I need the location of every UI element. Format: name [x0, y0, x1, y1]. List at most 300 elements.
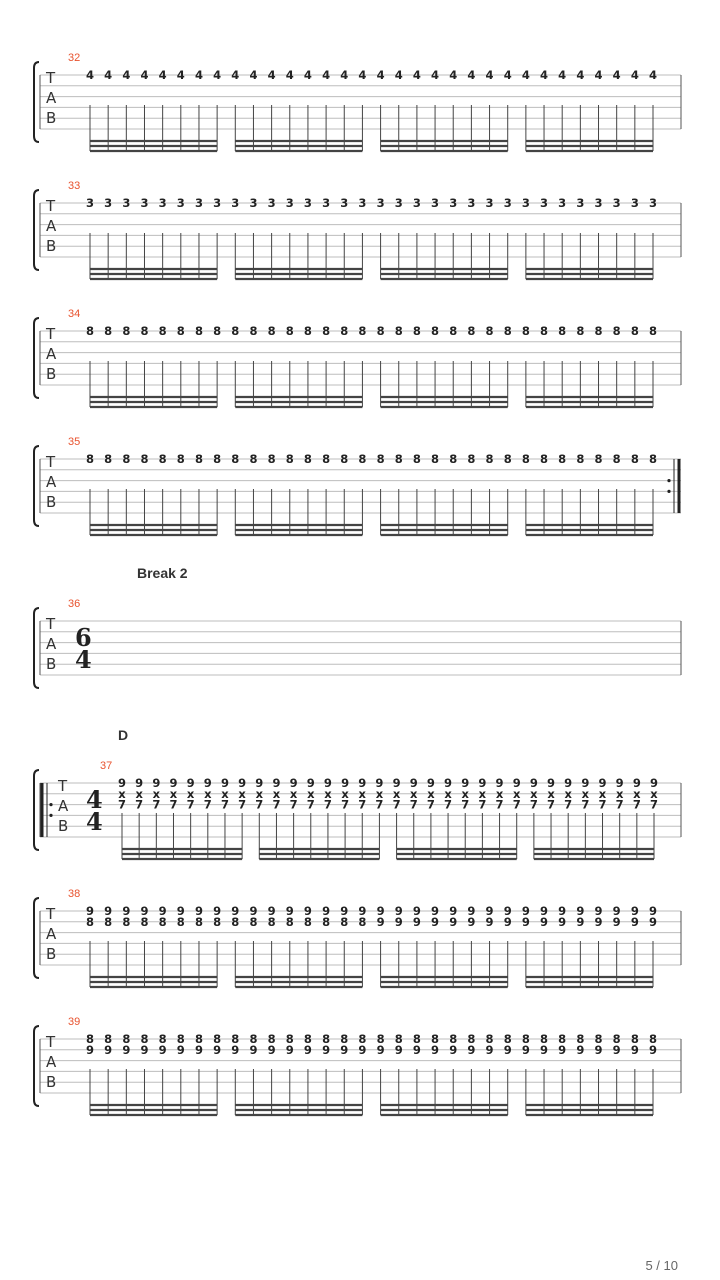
fret-number: 8: [176, 452, 185, 466]
fret-number: 7: [444, 797, 453, 812]
fret-number: 3: [394, 196, 403, 210]
fret-number: 8: [540, 1032, 549, 1046]
fret-number: 8: [267, 1032, 276, 1046]
fret-number: 3: [630, 196, 639, 210]
repeat-dot: [49, 814, 52, 817]
fret-number: 8: [521, 324, 530, 338]
fret-number: 8: [376, 324, 385, 338]
fret-number: 9: [341, 776, 350, 790]
fret-number: 9: [576, 914, 585, 929]
fret-number: 9: [394, 914, 403, 929]
fret-number: 3: [503, 196, 512, 210]
fret-number: 8: [303, 1032, 312, 1046]
fret-number: 9: [323, 776, 332, 790]
fret-number: x: [650, 786, 658, 801]
fret-number: x: [547, 786, 555, 801]
fret-number: 9: [594, 1042, 603, 1057]
time-signature-top: 6: [75, 623, 92, 652]
fret-number: x: [152, 786, 161, 801]
fret-number: 8: [194, 452, 203, 466]
fret-number: 9: [220, 776, 229, 790]
tab-clef-letter: T: [46, 615, 56, 633]
measure-number: 39: [68, 1016, 81, 1028]
fret-number: 8: [140, 914, 149, 929]
fret-number: 8: [540, 452, 549, 466]
fret-number: 8: [249, 914, 258, 929]
measure-number: 34: [68, 308, 81, 320]
fret-number: 9: [558, 904, 567, 918]
fret-number: 7: [220, 797, 229, 812]
fret-number: x: [341, 786, 349, 801]
tab-clef-letter: A: [46, 1053, 57, 1071]
tab-clef-letter: T: [46, 69, 56, 87]
fret-number: 9: [169, 776, 178, 790]
fret-number: 8: [267, 452, 276, 466]
tab-clef-letter: B: [46, 365, 57, 383]
fret-number: 8: [431, 452, 440, 466]
time-signature-bottom: 4: [86, 807, 103, 836]
fret-number: 4: [285, 68, 294, 82]
fret-number: 8: [412, 452, 421, 466]
fret-number: 8: [285, 324, 294, 338]
fret-number: 4: [104, 68, 113, 82]
fret-number: 9: [467, 914, 476, 929]
fret-number: 7: [581, 797, 590, 812]
fret-number: 9: [376, 914, 385, 929]
fret-number: 8: [358, 914, 367, 929]
fret-number: 9: [485, 914, 494, 929]
fret-number: 8: [194, 914, 203, 929]
fret-number: x: [358, 786, 366, 801]
fret-number: 9: [581, 776, 590, 790]
fret-number: 4: [158, 68, 167, 82]
fret-number: 8: [85, 452, 95, 466]
fret-number: 9: [285, 904, 294, 918]
fret-number: 8: [558, 324, 567, 338]
fret-number: 9: [521, 1042, 530, 1057]
fret-number: x: [186, 786, 195, 801]
fret-number: 9: [203, 776, 212, 790]
fret-number: 9: [412, 914, 421, 929]
fret-number: 9: [529, 776, 538, 790]
fret-number: 9: [340, 904, 349, 918]
fret-number: 9: [358, 1042, 367, 1057]
fret-number: 7: [341, 797, 350, 812]
fret-number: 8: [249, 324, 258, 338]
tab-clef-letter: B: [46, 655, 57, 673]
fret-number: 9: [576, 904, 585, 918]
fret-number: 8: [303, 914, 312, 929]
fret-number: x: [392, 786, 401, 801]
fret-number: 8: [85, 324, 95, 338]
fret-number: 8: [231, 452, 240, 466]
tab-clef-letter: B: [46, 493, 57, 511]
fret-number: 3: [521, 196, 530, 210]
fret-number: x: [615, 786, 624, 801]
fret-number: 9: [85, 904, 95, 918]
fret-number: x: [598, 786, 607, 801]
section-label: D: [118, 727, 129, 743]
fret-number: 9: [612, 914, 621, 929]
fret-number: 9: [558, 914, 567, 929]
system-bracket: [34, 1026, 39, 1106]
fret-number: 9: [431, 914, 440, 929]
fret-number: 4: [594, 68, 603, 82]
fret-number: 8: [322, 452, 331, 466]
fret-number: 9: [186, 776, 195, 790]
system-bracket: [34, 62, 39, 142]
fret-number: 8: [576, 452, 585, 466]
fret-number: 8: [340, 1032, 349, 1046]
fret-number: 9: [122, 904, 131, 918]
fret-number: 8: [594, 324, 603, 338]
fret-number: 9: [122, 1042, 131, 1057]
fret-number: 9: [648, 904, 658, 918]
fret-number: x: [118, 786, 126, 801]
fret-number: x: [633, 786, 641, 801]
fret-number: 7: [461, 797, 470, 812]
tab-clef-letter: A: [46, 925, 57, 943]
fret-number: 4: [140, 68, 149, 82]
fret-number: 9: [213, 904, 222, 918]
fret-number: 9: [485, 1042, 494, 1057]
fret-number: 8: [340, 452, 349, 466]
fret-number: 9: [158, 1042, 167, 1057]
fret-number: 4: [358, 68, 367, 82]
fret-number: 3: [158, 196, 167, 210]
fret-number: 7: [547, 797, 556, 812]
fret-number: 9: [594, 914, 603, 929]
fret-number: 3: [612, 196, 621, 210]
fret-number: x: [204, 786, 212, 801]
fret-number: 8: [213, 452, 222, 466]
fret-number: 9: [376, 1042, 385, 1057]
fret-number: 4: [340, 68, 349, 82]
fret-number: x: [135, 786, 143, 801]
fret-number: 9: [238, 776, 247, 790]
fret-number: 8: [594, 452, 603, 466]
fret-number: 4: [431, 68, 440, 82]
fret-number: 3: [85, 196, 95, 210]
fret-number: 9: [630, 904, 639, 918]
fret-number: 3: [449, 196, 458, 210]
fret-number: 3: [267, 196, 276, 210]
fret-number: 8: [612, 1032, 621, 1046]
fret-number: x: [478, 786, 487, 801]
fret-number: 8: [449, 452, 458, 466]
tab-clef-letter: B: [46, 945, 57, 963]
fret-number: 9: [267, 1042, 276, 1057]
fret-number: 9: [392, 776, 401, 790]
fret-number: x: [427, 786, 435, 801]
page-number: 5 / 10: [645, 1258, 678, 1273]
fret-number: 4: [122, 68, 131, 82]
fret-number: 9: [540, 1042, 549, 1057]
fret-number: 9: [467, 904, 476, 918]
fret-number: 9: [649, 776, 659, 790]
fret-number: 4: [467, 68, 476, 82]
fret-number: 3: [340, 196, 349, 210]
fret-number: 8: [322, 324, 331, 338]
fret-number: 9: [140, 904, 149, 918]
system-bracket: [34, 318, 39, 398]
fret-number: 7: [117, 797, 127, 812]
fret-number: 8: [412, 1032, 421, 1046]
fret-number: x: [255, 786, 264, 801]
fret-number: 7: [272, 797, 281, 812]
fret-number: 7: [426, 797, 435, 812]
fret-number: 9: [140, 1042, 149, 1057]
fret-number: 8: [576, 324, 585, 338]
fret-number: x: [444, 786, 452, 801]
fret-number: x: [272, 786, 281, 801]
fret-number: 8: [194, 324, 203, 338]
fret-number: 9: [85, 1042, 95, 1057]
fret-number: 7: [323, 797, 332, 812]
repeat-dot: [667, 479, 670, 482]
fret-number: 8: [213, 1032, 222, 1046]
fret-number: 8: [158, 1032, 167, 1046]
fret-number: 8: [558, 1032, 567, 1046]
fret-number: 8: [267, 914, 276, 929]
fret-number: 7: [409, 797, 418, 812]
fret-number: 8: [521, 452, 530, 466]
system-bracket: [34, 770, 39, 850]
system-bracket: [34, 190, 39, 270]
fret-number: 3: [376, 196, 385, 210]
fret-number: 9: [267, 904, 276, 918]
fret-number: x: [307, 786, 315, 801]
fret-number: 7: [529, 797, 538, 812]
fret-number: x: [564, 786, 572, 801]
fret-number: 4: [213, 68, 222, 82]
tab-clef-letter: A: [58, 797, 69, 815]
fret-number: 3: [576, 196, 585, 210]
fret-number: 8: [612, 324, 621, 338]
fret-number: 8: [194, 1032, 203, 1046]
fret-number: 3: [412, 196, 421, 210]
fret-number: 8: [322, 1032, 331, 1046]
fret-number: 7: [392, 797, 401, 812]
fret-number: x: [512, 786, 521, 801]
fret-number: 7: [289, 797, 298, 812]
fret-number: 8: [394, 324, 403, 338]
fret-number: 9: [412, 1042, 421, 1057]
fret-number: 9: [512, 776, 521, 790]
fret-number: 8: [630, 1032, 639, 1046]
fret-number: 9: [158, 904, 167, 918]
fret-number: 9: [194, 1042, 203, 1057]
fret-number: 4: [412, 68, 421, 82]
fret-number: 8: [158, 324, 167, 338]
fret-number: 7: [203, 797, 212, 812]
fret-number: 8: [540, 324, 549, 338]
fret-number: 4: [249, 68, 258, 82]
fret-number: 9: [630, 914, 639, 929]
fret-number: 9: [152, 776, 161, 790]
fret-number: 8: [285, 452, 294, 466]
fret-number: 8: [467, 1032, 476, 1046]
fret-number: 8: [503, 1032, 512, 1046]
fret-number: 9: [289, 776, 298, 790]
fret-number: 9: [376, 904, 385, 918]
fret-number: 4: [303, 68, 312, 82]
fret-number: 9: [409, 776, 418, 790]
fret-number: 8: [303, 452, 312, 466]
fret-number: 4: [503, 68, 512, 82]
fret-number: 3: [176, 196, 185, 210]
fret-number: x: [289, 786, 298, 801]
fret-number: 9: [249, 904, 258, 918]
fret-number: 8: [521, 1032, 530, 1046]
fret-number: 8: [85, 914, 95, 929]
fret-number: 9: [117, 776, 127, 790]
fret-number: x: [375, 786, 384, 801]
tab-clef-letter: T: [46, 905, 56, 923]
fret-number: 7: [255, 797, 264, 812]
fret-number: 3: [140, 196, 149, 210]
fret-number: 8: [485, 452, 494, 466]
fret-number: 8: [394, 1032, 403, 1046]
tab-clef-letter: T: [58, 777, 68, 795]
fret-number: 9: [461, 776, 470, 790]
fret-number: 9: [503, 904, 512, 918]
fret-number: 3: [648, 196, 658, 210]
fret-number: 9: [104, 904, 113, 918]
fret-number: 9: [322, 1042, 331, 1057]
fret-number: 4: [485, 68, 494, 82]
fret-number: 8: [648, 1032, 658, 1046]
fret-number: 9: [306, 776, 315, 790]
fret-number: 9: [176, 904, 185, 918]
fret-number: 3: [104, 196, 113, 210]
system-bracket: [34, 446, 39, 526]
fret-number: 8: [630, 452, 639, 466]
fret-number: 8: [576, 1032, 585, 1046]
fret-number: 8: [394, 452, 403, 466]
fret-number: 8: [122, 1032, 131, 1046]
fret-number: 7: [512, 797, 521, 812]
fret-number: 9: [478, 776, 487, 790]
time-signature-bottom: 4: [75, 645, 92, 674]
fret-number: 9: [303, 904, 312, 918]
fret-number: 8: [285, 1032, 294, 1046]
fret-number: 8: [449, 1032, 458, 1046]
tab-clef-letter: T: [46, 325, 56, 343]
fret-number: 8: [122, 452, 131, 466]
fret-number: 8: [449, 324, 458, 338]
fret-number: 9: [576, 1042, 585, 1057]
fret-number: 8: [231, 1032, 240, 1046]
tab-clef-letter: B: [46, 1073, 57, 1091]
fret-number: 8: [122, 324, 131, 338]
tab-clef-letter: A: [46, 89, 57, 107]
fret-number: 4: [630, 68, 639, 82]
fret-number: x: [530, 786, 538, 801]
fret-number: 8: [648, 452, 658, 466]
fret-number: x: [221, 786, 229, 801]
fret-number: 4: [558, 68, 567, 82]
measure-number: 33: [68, 180, 81, 192]
fret-number: 4: [648, 68, 658, 82]
fret-number: 9: [340, 1042, 349, 1057]
fret-number: 8: [467, 324, 476, 338]
fret-number: 9: [540, 914, 549, 929]
tab-clef-letter: A: [46, 345, 57, 363]
fret-number: 9: [598, 776, 607, 790]
fret-number: 4: [85, 68, 95, 82]
fret-number: 3: [285, 196, 294, 210]
fret-number: 8: [285, 914, 294, 929]
fret-number: 9: [303, 1042, 312, 1057]
fret-number: 9: [521, 904, 530, 918]
measure-number: 35: [68, 436, 81, 448]
fret-number: 3: [322, 196, 331, 210]
fret-number: 8: [431, 324, 440, 338]
fret-number: 9: [255, 776, 264, 790]
fret-number: 4: [540, 68, 549, 82]
fret-number: 9: [612, 1042, 621, 1057]
fret-number: 8: [358, 324, 367, 338]
fret-number: 8: [648, 324, 658, 338]
fret-number: 8: [213, 324, 222, 338]
fret-number: 9: [394, 904, 403, 918]
fret-number: 7: [169, 797, 178, 812]
fret-number: x: [581, 786, 590, 801]
fret-number: 8: [231, 914, 240, 929]
tab-clef-letter: T: [46, 453, 56, 471]
fret-number: 8: [376, 1032, 385, 1046]
fret-number: 9: [449, 914, 458, 929]
fret-number: 9: [558, 1042, 567, 1057]
fret-number: 8: [303, 324, 312, 338]
fret-number: 8: [176, 914, 185, 929]
tab-clef-letter: A: [46, 635, 57, 653]
fret-number: 7: [598, 797, 607, 812]
repeat-dot: [667, 490, 670, 493]
fret-number: 8: [594, 1032, 603, 1046]
fret-number: 3: [194, 196, 203, 210]
fret-number: 8: [322, 914, 331, 929]
fret-number: 8: [485, 1032, 494, 1046]
fret-number: 3: [540, 196, 549, 210]
fret-number: 4: [267, 68, 276, 82]
fret-number: 3: [231, 196, 240, 210]
fret-number: 7: [615, 797, 624, 812]
tab-clef-letter: A: [46, 217, 57, 235]
fret-number: 4: [322, 68, 331, 82]
fret-number: 7: [306, 797, 315, 812]
fret-number: 8: [158, 452, 167, 466]
fret-number: 3: [213, 196, 222, 210]
section-label: Break 2: [137, 565, 188, 581]
tab-clef-letter: A: [46, 473, 57, 491]
fret-number: 9: [540, 904, 549, 918]
fret-number: 9: [615, 776, 624, 790]
fret-number: 4: [194, 68, 203, 82]
fret-number: 9: [285, 1042, 294, 1057]
fret-number: 8: [104, 452, 113, 466]
fret-number: 9: [648, 914, 658, 929]
fret-number: 8: [503, 324, 512, 338]
fret-number: 3: [485, 196, 494, 210]
fret-number: 8: [358, 1032, 367, 1046]
fret-number: 4: [376, 68, 385, 82]
system-bracket: [34, 608, 39, 688]
measure-number: 36: [68, 598, 81, 610]
fret-number: 3: [431, 196, 440, 210]
fret-number: 9: [449, 904, 458, 918]
